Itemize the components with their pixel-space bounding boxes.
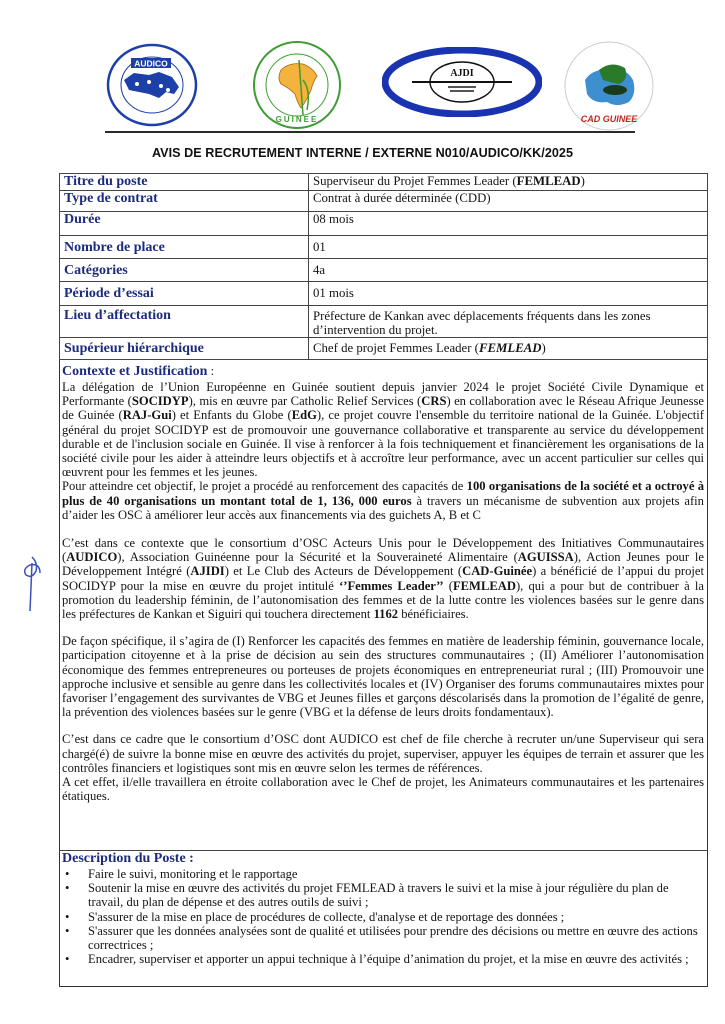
context-paragraph-5: C’est dans ce cadre que le consortium d’OSC dont AUDICO est chef de file cherche à recruter un/une Superviseur qui sera chargé(é) de suivre la bonne mise en œuvre des activités du projet, superviser, appuyer les équipes de terrain et assurer que les contrôles financiers et logistiques sont mis en œuvre selon les termes de références.: [62, 732, 704, 775]
value-bold: FEMLEAD: [478, 341, 542, 355]
text-span: ), ce projet couvre l'ensemble du territoire national de la Guinée. L'objectif général du projet SOCIDYP est de promouvoir une gouvernance collaborative et transparente au service du développement durable et de l'inclusion sociale en Guinée. Il vise à renforcer à la fois techniquement et financièrement les organisations de la société civile pour les aider à atteindre leurs objectifs et à accroître leur performance, avec un accent particulier sur celles qui œuvrent pour les femmes et les jeunes.: [62, 408, 704, 480]
text-span: ), mis en œuvre par Catholic Relief Services (: [188, 394, 422, 409]
row-value: [309, 212, 708, 236]
context-section: [60, 364, 706, 803]
value-text: 01: [313, 240, 326, 254]
row-value: [309, 338, 708, 360]
bold-span: 1162: [373, 607, 399, 622]
ajdi-logo-label: AJDI: [450, 68, 474, 79]
context-heading-text: Contexte et Justification: [62, 364, 208, 379]
table-row: [60, 306, 708, 338]
row-value: [309, 174, 708, 191]
value-text: Contrat à durée déterminée (CDD): [313, 191, 491, 205]
text-span: ) en collaboration avec le Réseau Afrique Jeunesse de Guinée (: [62, 394, 705, 423]
bold-span: 100 organisations de la société et a octroyé à plus de 40 organisations un montant total de 1, 136, 000 euros: [62, 479, 704, 508]
table-row: [60, 259, 708, 282]
bold-span: CRS: [421, 394, 447, 409]
bold-span: EdG: [291, 408, 317, 423]
row-label: Type de contrat: [60, 191, 309, 212]
bold-span: AUDICO: [66, 550, 118, 565]
ajdi-logo: [382, 47, 542, 117]
context-paragraph-1: [62, 380, 704, 479]
list-item: • Faire le suivi, monitoring et le rapportage: [62, 867, 704, 881]
text-span: ), qui a pour but de contribuer à la promotion du leadership féminin, de l’autonomisation des femmes et de la lutte contre les violences basées sur le genre dans les préfectures de Kankan et Siguiri qui touchera directement: [62, 578, 704, 622]
list-item: • Soutenir la mise en œuvre des activités du projet FEMLEAD à travers le suivi et la mise à jour régulière du plan de travail, du plan de dépense et des autres outils de suivi ;: [62, 881, 704, 909]
row-value: [309, 259, 708, 282]
text-span: ), Action Jeunes pour le Développement Intégré (: [62, 550, 704, 579]
table-row: [60, 282, 708, 306]
list-item: • S'assurer de la mise en place de procédures de collecte, d'analyse et de reportage des données ;: [62, 910, 704, 924]
value-text: Chef de projet Femmes Leader (: [313, 341, 479, 355]
value-text: 4a: [313, 263, 326, 277]
logo-bar: [0, 0, 725, 140]
row-value: [309, 236, 708, 259]
context-paragraph-4: De façon spécifique, il s’agira de (I) Renforcer les capacités des femmes en matière de leadership féminin, gouvernance locale, participation citoyenne et à la prise de décision au sein des structures communautaires ; (II) Améliorer l’autonomisation économique des femmes entrepreneures ou porteuses de projets économiques en entrepreneuriat rural ; (III) Promouvoir une approche inclusive et sensible au genre dans les collectivités locales et (IV) Organiser des forums communautaires mixtes pour favoriser l’engagement des survivantes de VBG et Jeunes filles et garçons déscolarisés dans la promotion de l’égalité de genre, la prévention des violences basées sur le genre (VBG et la défense de leurs droits fondamentaux).: [62, 634, 704, 720]
text-span: ) et Enfants du Globe (: [171, 408, 292, 423]
row-label: Catégories: [60, 259, 309, 282]
text-span: bénéficiaires.: [398, 607, 469, 622]
value-text: ): [580, 174, 585, 188]
row-value: [309, 306, 708, 338]
context-heading-colon: :: [207, 364, 215, 378]
description-heading: Description du Poste :: [62, 851, 194, 866]
aguissa-logo-label: GUINEE: [275, 115, 319, 124]
bold-span: CAD-Guinée: [462, 564, 533, 579]
text-span: C’est dans ce contexte que le consortium d’OSC Acteurs Unis pour le Développement des Initiatives Communautaires (: [62, 536, 704, 565]
audico-logo-label: AUDICO: [134, 58, 168, 69]
row-label: Nombre de place: [60, 236, 309, 259]
bold-span: AGUISSA: [517, 550, 574, 565]
job-info-table: [59, 173, 708, 360]
value-bold: FEMLEAD: [516, 174, 581, 188]
list-item: • S'assurer que les données analysées sont de qualité et utilisées pour prendre des décisions ou mettre en œuvre des actions correctrices ;: [62, 924, 704, 952]
value-text: Préfecture de Kankan avec déplacements fréquents dans les zones d’intervention du projet.: [313, 309, 651, 337]
bold-span: SOCIDYP: [131, 394, 189, 409]
table-row: [60, 212, 708, 236]
row-label: Supérieur hiérarchique: [60, 338, 309, 360]
cad-guinee-logo: [563, 40, 655, 132]
row-label: Période d’essai: [60, 282, 309, 306]
table-row: [60, 236, 708, 259]
value-text: Superviseur du Projet Femmes Leader (: [313, 174, 517, 188]
value-text: 01 mois: [313, 286, 354, 300]
header-divider: [105, 131, 635, 133]
bold-span: ‘’Femmes Leader’’: [339, 578, 444, 593]
text-span: à travers un mécanisme de subvention aux projets afin d’aider les OSC à améliorer leur accès aux financements via des guichets A, B et C: [62, 493, 704, 522]
row-value: [309, 191, 708, 212]
table-row: [60, 174, 708, 191]
value-text: ): [541, 341, 546, 355]
text-span: Pour atteindre cet objectif, le projet a procédé au renforcement des capacités de: [62, 479, 467, 494]
context-paragraph-3: [62, 536, 704, 621]
row-value: [309, 282, 708, 306]
value-text: 08 mois: [313, 212, 354, 226]
context-paragraph-6: A cet effet, il/elle travaillera en étroite collaboration avec le Chef de projet, les Animateurs communautaires et les partenaires étatiques.: [62, 775, 704, 804]
text-span: (: [443, 578, 453, 593]
table-row: [60, 191, 708, 212]
row-label: Lieu d’affectation: [60, 306, 309, 338]
bold-span: FEMLEAD: [452, 578, 516, 593]
list-item: • Encadrer, superviser et apporter un appui technique à l’équipe d’animation du projet, et la mise en œuvre des activités ;: [62, 952, 704, 966]
bold-span: RAJ-Gui: [122, 408, 172, 423]
context-paragraph-2: [62, 479, 704, 522]
description-list: [62, 867, 704, 966]
row-label: Durée: [60, 212, 309, 236]
text-span: ), Association Guinéenne pour la Sécurité et la Souveraineté Alimentaire (: [117, 550, 518, 565]
cad-guinee-logo-label: CAD GUINEE: [580, 114, 638, 124]
text-span: La délégation de l’Union Européenne en Guinée soutient depuis janvier 2024 le projet Société Civile Dynamique et Performante (: [62, 380, 704, 409]
bold-span: AJIDI: [190, 564, 225, 579]
document-title: AVIS DE RECRUTEMENT INTERNE / EXTERNE N010/AUDICO/KK/2025: [151, 146, 574, 160]
audico-logo: [104, 42, 200, 128]
row-label: Titre du poste: [60, 174, 309, 191]
text-span: ) a bénéficié de l’appui du projet SOCIDYP pour la mise en œuvre du projet intitulé: [62, 564, 704, 593]
context-heading: [62, 364, 704, 380]
aguissa-logo: [251, 40, 343, 130]
table-row: [60, 338, 708, 360]
handwritten-initial-mark: [18, 553, 48, 613]
description-section: [60, 851, 706, 966]
text-span: ) et Le Club des Acteurs de Développement (: [224, 564, 463, 579]
